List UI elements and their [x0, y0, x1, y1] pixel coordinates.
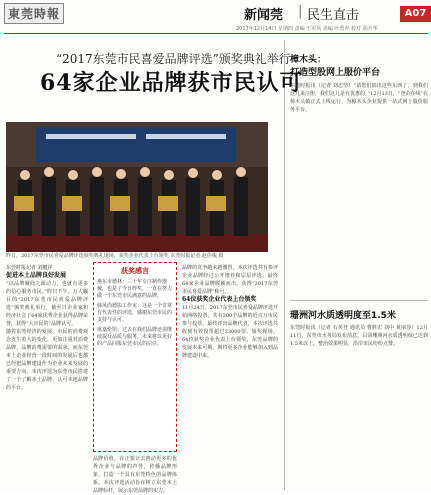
box-title: 获奖感言: [121, 267, 149, 275]
sidebar-article-1: [290, 82, 428, 296]
sidebar-article-2: [290, 324, 428, 490]
paragraph-1b: 随着东莞经济的发展，市民的消费观念发生着大的变化，更加注重对消费品牌，品牌消费需要的需求。而东莞本土企业经营一段时间的发展后也都已经把品牌建设作为企业未来发展的重要方向。本次评选为东莞市民搭建了一个了解本土品牌、认可本地品牌的平台。: [6, 329, 88, 391]
sidebar-text-2: 东莞时报讯（记者 石英登 通讯员 曹胜宏 刘中 黄丽莎）12月11日，东莞市水务局发布消息，目前珊洲河水质透明度已达到1.5米以上，整治效果明显，沿岸市民纷纷点赞。: [290, 325, 428, 347]
award-quotes-box: [93, 262, 177, 452]
quote-2: 韩风尚德影工作室：这是一个非常有代表性的评选，感谢东莞市民的支持与认可。: [97, 303, 173, 323]
article-column-3: [182, 264, 278, 490]
quote-3: 虞嘉伦馆：过去在我们品牌还需继续提升品质与服务，未来将以更好的产品回报东莞市民的信任。: [97, 327, 173, 347]
masthead-rule: [4, 33, 428, 34]
subheading-2: 64位获奖企业代表上台领奖: [182, 296, 257, 303]
paragraph-1: “以品牌聚商之源动力，也就有更多的信心服务市民。”昨日下午，万人瞩目的“2017东莞市民喜爱品牌评选”颁奖典礼举行，截至日企业家和经济社会了64家优秀企业获得品牌荣誉，获得“大市民的”品牌认可。: [6, 281, 88, 327]
ceremony-photo: [6, 122, 268, 252]
page-number-tag: A07: [400, 6, 431, 22]
sidebar-headline-1: 樟木头：: [290, 55, 327, 65]
sidebar-headline-3: 珊洲河水质透明度至1.5米: [290, 311, 396, 321]
section-name: 新闻莞: [244, 8, 284, 23]
photo-caption-text: 昨日，2017东莞市民喜爱品牌评选颁奖典礼现场，获奖企业代表上台领奖: [6, 253, 169, 259]
paragraph-2: 品牌价值，在正要让去推动更多的优秀企业与品牌的声誉，传播品牌形象，打造一个具有东莞特色的品牌体系。本次评选活动旨在树立东莞本土品牌标杆，展示东莞品牌的实力。: [93, 456, 177, 494]
quote-1: 燕东市德林：三十年专注制作器械，也是了今日得奖，一直在努力做一个东莞市民满意的品牌。: [97, 279, 173, 299]
newspaper-logo: 東莞時報: [4, 3, 64, 24]
column-divider: [284, 40, 285, 490]
article-headline: 64家企业品牌获市民认可: [40, 70, 303, 96]
masthead-separator: |: [298, 4, 303, 19]
photo-credit: 东莞时报记者 赵佳俊 摄: [170, 253, 224, 259]
article-column-1: [6, 264, 88, 490]
masthead: [0, 0, 431, 32]
paragraph-3b: 11月24日，2017东莞市民喜爱品牌评选开始网络投票，共有300个品牌的近百万市民参与投票，最终评出品牌代表，本次评选共收到有效投票超过23000票。颁奖现场，64位获奖企业代表上台领奖，东莞品牌的发展未来可期，期待更多企业能够加入到品牌建设中来。: [182, 305, 278, 359]
subsection-name: 民生直击: [307, 8, 360, 23]
sidebar-text-1: 东莞时报讯（记者 刘志坚）“请您们搞出这些东西了，到我们这儿来注册，我们这儿是有优惠的。”12月13日，“登企在线”在樟木头镇正式上线运行，为樟木头企业提供一站式网上股价服务平台。: [290, 83, 428, 113]
subheading-1: 促进本土品牌良好发展: [6, 272, 67, 279]
ceremony-photo-illustration: [6, 122, 268, 252]
article-byline: 东莞时报记者 刘健祥: [6, 265, 53, 271]
date-line: 2017年12月14日 星期四 责编 王军凤 美编 叶勇奔 校对 胡升华: [236, 26, 378, 32]
sidebar-divider: [290, 300, 428, 301]
photo-caption: [6, 253, 268, 260]
article-column-2: [93, 455, 177, 494]
sidebar-headline-2: 打造型股网上服价平台: [290, 68, 381, 78]
article-supertitle: “2017东莞市民喜爱品牌评选”颁奖典礼举行: [56, 52, 291, 66]
paragraph-3: 品牌的竞争越来越激烈，本次评选共有参评企业品牌经过公开推荐和层层评选，最终64家企业品牌脱颖而出，获得“2017东莞市民喜爱品牌”称号。: [182, 265, 278, 295]
